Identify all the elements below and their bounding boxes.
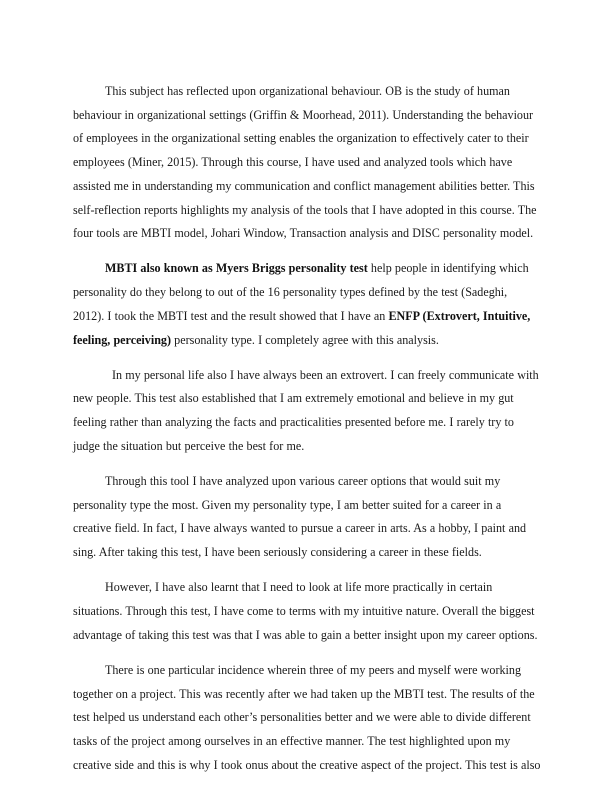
paragraph-group-project-incidence: There is one particular incidence wherein three of my peers and myself were working together on a project. This was recently after we had taken up the MBTI test. The results of the test helped us understand each other’s personalities better and we were able to divide different tasks of the project among ourselves in an effective manner. The test highlighted upon my creative side and this is why I took onus about the creative aspect of the project. This test is also	[73, 662, 541, 772]
paragraph-practical-learning: However, I have also learnt that I need to look at life more practically in certain situations. Through this test, I have come to terms with my intuitive nature. Overall the biggest advantage of taking this test was that I was able to gain a better insight upon my career options.	[73, 580, 538, 642]
bold-run-enfp-type: ENFP (Extrovert, Intuitive, feeling, perceiving)	[73, 308, 531, 347]
paragraph-career-options: Through this tool I have analyzed upon various career options that would suit my personality type the most. Given my personality type, I am better suited for a career in a creative field. In fact, I have always wanted to pursue a career in arts. As a hobby, I paint and sing. After taking this test, I have been seriously considering a career in these fields.	[73, 474, 527, 560]
paragraph-intro-organizational-behaviour: This subject has reflected upon organizational behaviour. OB is the study of human behaviour in organizational settings (Griffin & Moorhead, 2011). Understanding the behaviour of employees in the organizational setting enables the organization to effectively cater to their employees (Miner, 2015). Through this course, I have used and analyzed tools which have assisted me in understanding my communication and conflict management abilities better. This self-reflection reports highlights my analysis of the tools that I have adopted in this course. The four tools are MBTI model, Johari Window, Transaction analysis and DISC personality model.	[73, 84, 537, 241]
text-run-mbti-identifying: help people in identifying which personality do they belong to out of the 16 personality types defined by the test (Sadeghi, 2012). I took the MBTI test and the result showed that I have an	[73, 261, 529, 323]
bold-run-mbti-myers-briggs: MBTI also known as Myers Briggs personality test	[105, 261, 368, 276]
paragraph-mbti-definition	[73, 257, 541, 352]
paragraph-personal-life-extrovert: In my personal life also I have always been an extrovert. I can freely communicate with new people. This test also established that I am extremely emotional and believe in my gut feeling rather than analyzing the facts and practicalities presented before me. I rarely try to judge the situation but perceive the best for me.	[73, 367, 539, 453]
document-text-body	[73, 80, 541, 777]
text-run-mbti-agreement: personality type. I completely agree with this analysis.	[171, 332, 439, 347]
